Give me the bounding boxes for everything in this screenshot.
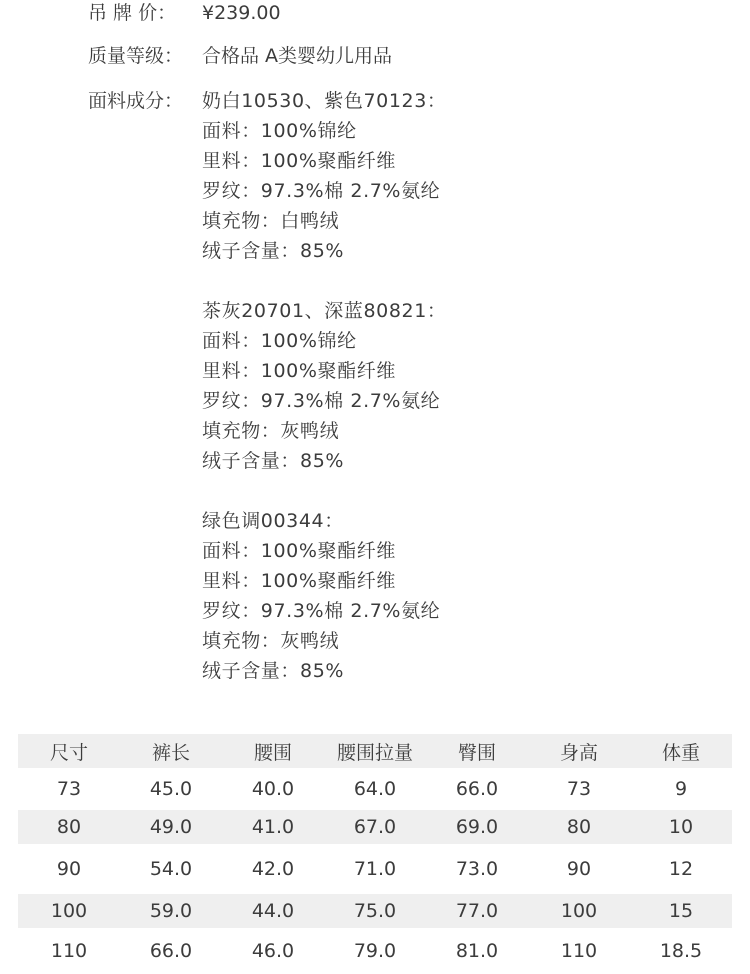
table-cell: 41.0 — [222, 810, 324, 844]
material-line: 罗纹：97.3%棉 2.7%氨纶 — [202, 180, 441, 202]
material-line: 罗纹：97.3%棉 2.7%氨纶 — [202, 390, 441, 412]
table-row — [18, 844, 732, 894]
column-header-height: 身高 — [528, 734, 630, 768]
table-cell: 73.0 — [455, 858, 499, 880]
price-value: ¥239.00 — [202, 2, 281, 24]
column-header-weight: 体重 — [630, 734, 732, 768]
material-line: 面料：100%聚酯纤维 — [202, 540, 396, 562]
table-cell: 67.0 — [324, 810, 426, 844]
table-row — [18, 810, 732, 844]
table-cell: 100 — [18, 894, 120, 928]
material-line: 罗纹：97.3%棉 2.7%氨纶 — [202, 600, 441, 622]
material-line: 填充物：灰鸭绒 — [202, 630, 340, 652]
size-table-header-row — [18, 734, 732, 768]
column-header-pants-length: 裤长 — [120, 734, 222, 768]
table-cell: 46.0 — [251, 940, 295, 962]
table-cell: 77.0 — [426, 894, 528, 928]
material-line: 绒子含量：85% — [202, 240, 345, 262]
material-line: 填充物：灰鸭绒 — [202, 420, 340, 442]
table-cell: 90 — [56, 858, 82, 880]
table-cell: 110 — [50, 940, 88, 962]
table-cell: 18.5 — [659, 940, 703, 962]
table-cell: 40.0 — [251, 778, 295, 800]
material-group-header: 绿色调00344： — [202, 510, 344, 532]
table-cell: 66.0 — [149, 940, 193, 962]
table-cell: 12 — [668, 858, 694, 880]
material-line: 面料：100%锦纶 — [202, 120, 357, 142]
table-cell: 59.0 — [120, 894, 222, 928]
table-cell: 45.0 — [149, 778, 193, 800]
table-cell: 73 — [56, 778, 82, 800]
column-header-hip: 臀围 — [426, 734, 528, 768]
table-cell: 79.0 — [353, 940, 397, 962]
material-line: 绒子含量：85% — [202, 450, 345, 472]
table-row — [18, 768, 732, 810]
table-cell: 64.0 — [353, 778, 397, 800]
table-cell: 42.0 — [251, 858, 295, 880]
material-line: 面料：100%锦纶 — [202, 330, 357, 352]
material-group-header: 茶灰20701、深蓝80821： — [202, 300, 447, 322]
table-cell: 69.0 — [426, 810, 528, 844]
table-cell: 80 — [18, 810, 120, 844]
table-cell: 100 — [528, 894, 630, 928]
column-header-size: 尺寸 — [18, 734, 120, 768]
table-row — [18, 928, 732, 974]
table-cell: 54.0 — [149, 858, 193, 880]
table-cell: 75.0 — [324, 894, 426, 928]
table-cell: 44.0 — [222, 894, 324, 928]
table-cell: 81.0 — [455, 940, 499, 962]
material-line: 填充物：白鸭绒 — [202, 210, 340, 232]
material-line: 里料：100%聚酯纤维 — [202, 570, 396, 592]
material-line: 里料：100%聚酯纤维 — [202, 360, 396, 382]
material-line: 绒子含量：85% — [202, 660, 345, 682]
table-cell: 90 — [566, 858, 592, 880]
material-line: 里料：100%聚酯纤维 — [202, 150, 396, 172]
column-header-waist-stretch: 腰围拉量 — [324, 734, 426, 768]
material-group-header: 奶白10530、紫色70123： — [202, 90, 447, 112]
table-row — [18, 894, 732, 928]
column-header-waist: 腰围 — [222, 734, 324, 768]
grade-value: 合格品 A类婴幼儿用品 — [202, 45, 393, 67]
table-cell: 73 — [566, 778, 592, 800]
table-cell: 66.0 — [455, 778, 499, 800]
table-cell: 49.0 — [120, 810, 222, 844]
grade-label: 质量等级： — [88, 45, 184, 67]
price-label: 吊 牌 价： — [88, 2, 177, 24]
table-cell: 10 — [630, 810, 732, 844]
table-cell: 9 — [674, 778, 688, 800]
size-table — [18, 734, 732, 974]
table-cell: 110 — [560, 940, 598, 962]
table-cell: 71.0 — [353, 858, 397, 880]
table-cell: 15 — [630, 894, 732, 928]
material-label: 面料成分： — [88, 90, 184, 112]
table-cell: 80 — [528, 810, 630, 844]
